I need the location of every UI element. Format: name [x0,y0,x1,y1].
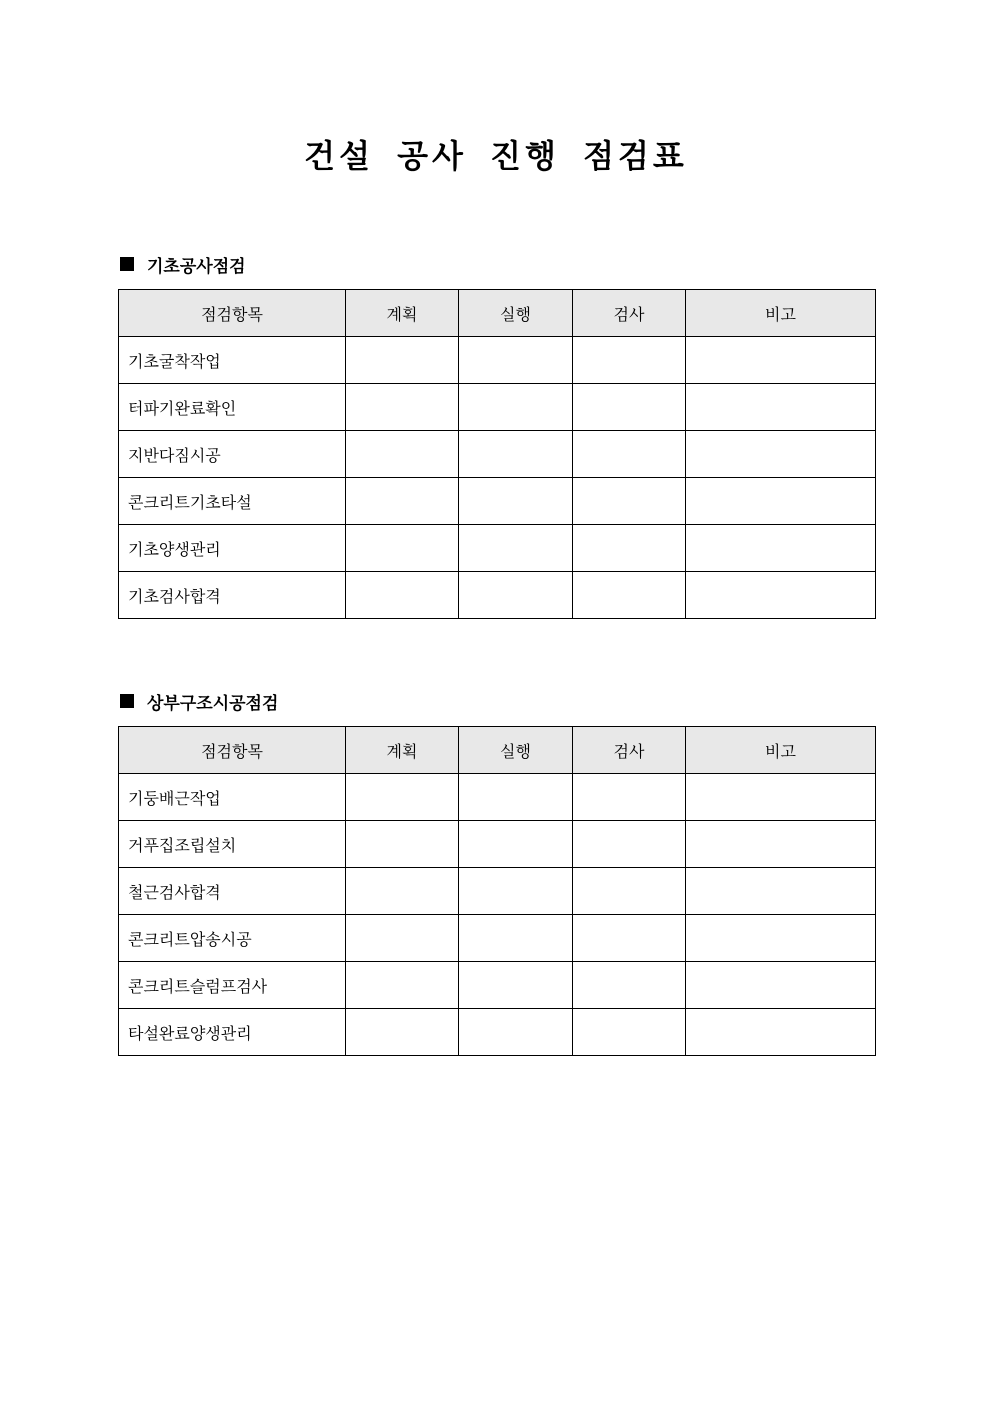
plan-cell[interactable] [346,1009,459,1056]
row-item-label: 기초검사합격 [119,572,346,619]
remarks-cell[interactable] [686,962,876,1009]
inspection-cell[interactable] [573,915,686,962]
table-row [119,821,876,868]
inspection-cell[interactable] [573,431,686,478]
remarks-cell[interactable] [686,478,876,525]
execution-cell[interactable] [459,915,573,962]
table-row [119,962,876,1009]
section-heading [118,250,875,278]
execution-cell[interactable] [459,868,573,915]
execution-cell[interactable] [459,962,573,1009]
table-row [119,337,876,384]
square-bullet-icon [120,694,134,708]
inspection-cell[interactable] [573,384,686,431]
execution-cell[interactable] [459,478,573,525]
plan-cell[interactable] [346,572,459,619]
remarks-cell[interactable] [686,774,876,821]
table-row [119,868,876,915]
plan-cell[interactable] [346,868,459,915]
execution-cell[interactable] [459,774,573,821]
table-row [119,1009,876,1056]
square-bullet-icon [120,257,134,271]
plan-cell[interactable] [346,478,459,525]
column-header-execution: 실행 [459,727,573,774]
inspection-cell[interactable] [573,478,686,525]
remarks-cell[interactable] [686,431,876,478]
remarks-cell[interactable] [686,337,876,384]
page-title: 건설 공사 진행 점검표 [304,137,688,175]
table-row [119,774,876,821]
column-header-inspection: 검사 [573,290,686,337]
column-header-plan: 계획 [346,290,459,337]
table-row [119,572,876,619]
section-heading-label: 기초공사점검 [147,256,246,277]
column-header-execution: 실행 [459,290,573,337]
table-row [119,431,876,478]
inspection-cell[interactable] [573,525,686,572]
row-item-label: 터파기완료확인 [119,384,346,431]
execution-cell[interactable] [459,525,573,572]
inspection-cell[interactable] [573,868,686,915]
row-item-label: 거푸집조립설치 [119,821,346,868]
row-item-label: 타설완료양생관리 [119,1009,346,1056]
section-heading-label: 상부구조시공점검 [147,693,279,714]
column-header-remarks: 비고 [686,290,876,337]
column-header-remarks: 비고 [686,727,876,774]
inspection-cell[interactable] [573,962,686,1009]
checklist-table [118,726,876,1056]
table-row [119,525,876,572]
plan-cell[interactable] [346,337,459,384]
plan-cell[interactable] [346,431,459,478]
column-header-inspection: 검사 [573,727,686,774]
plan-cell[interactable] [346,774,459,821]
execution-cell[interactable] [459,431,573,478]
row-item-label: 콘크리트슬럼프검사 [119,962,346,1009]
section-heading [118,687,875,715]
remarks-cell[interactable] [686,821,876,868]
column-header-plan: 계획 [346,727,459,774]
row-item-label: 콘크리트압송시공 [119,915,346,962]
section-superstructure [118,687,875,1056]
inspection-cell[interactable] [573,572,686,619]
remarks-cell[interactable] [686,525,876,572]
inspection-cell[interactable] [573,1009,686,1056]
checklist-table [118,289,876,619]
table-header-row [119,727,876,774]
table-row [119,384,876,431]
remarks-cell[interactable] [686,1009,876,1056]
row-item-label: 콘크리트기초타설 [119,478,346,525]
row-item-label: 지반다짐시공 [119,431,346,478]
plan-cell[interactable] [346,821,459,868]
column-header-item: 점검항목 [119,727,346,774]
column-header-item: 점검항목 [119,290,346,337]
table-row [119,478,876,525]
row-item-label: 기초양생관리 [119,525,346,572]
remarks-cell[interactable] [686,868,876,915]
row-item-label: 기둥배근작업 [119,774,346,821]
section-foundation [118,250,875,619]
inspection-cell[interactable] [573,774,686,821]
inspection-cell[interactable] [573,337,686,384]
execution-cell[interactable] [459,384,573,431]
execution-cell[interactable] [459,572,573,619]
row-item-label: 기초굴착작업 [119,337,346,384]
execution-cell[interactable] [459,821,573,868]
execution-cell[interactable] [459,1009,573,1056]
table-header-row [119,290,876,337]
plan-cell[interactable] [346,915,459,962]
table-row [119,915,876,962]
execution-cell[interactable] [459,337,573,384]
inspection-cell[interactable] [573,821,686,868]
plan-cell[interactable] [346,962,459,1009]
plan-cell[interactable] [346,525,459,572]
remarks-cell[interactable] [686,572,876,619]
row-item-label: 철근검사합격 [119,868,346,915]
remarks-cell[interactable] [686,915,876,962]
remarks-cell[interactable] [686,384,876,431]
plan-cell[interactable] [346,384,459,431]
